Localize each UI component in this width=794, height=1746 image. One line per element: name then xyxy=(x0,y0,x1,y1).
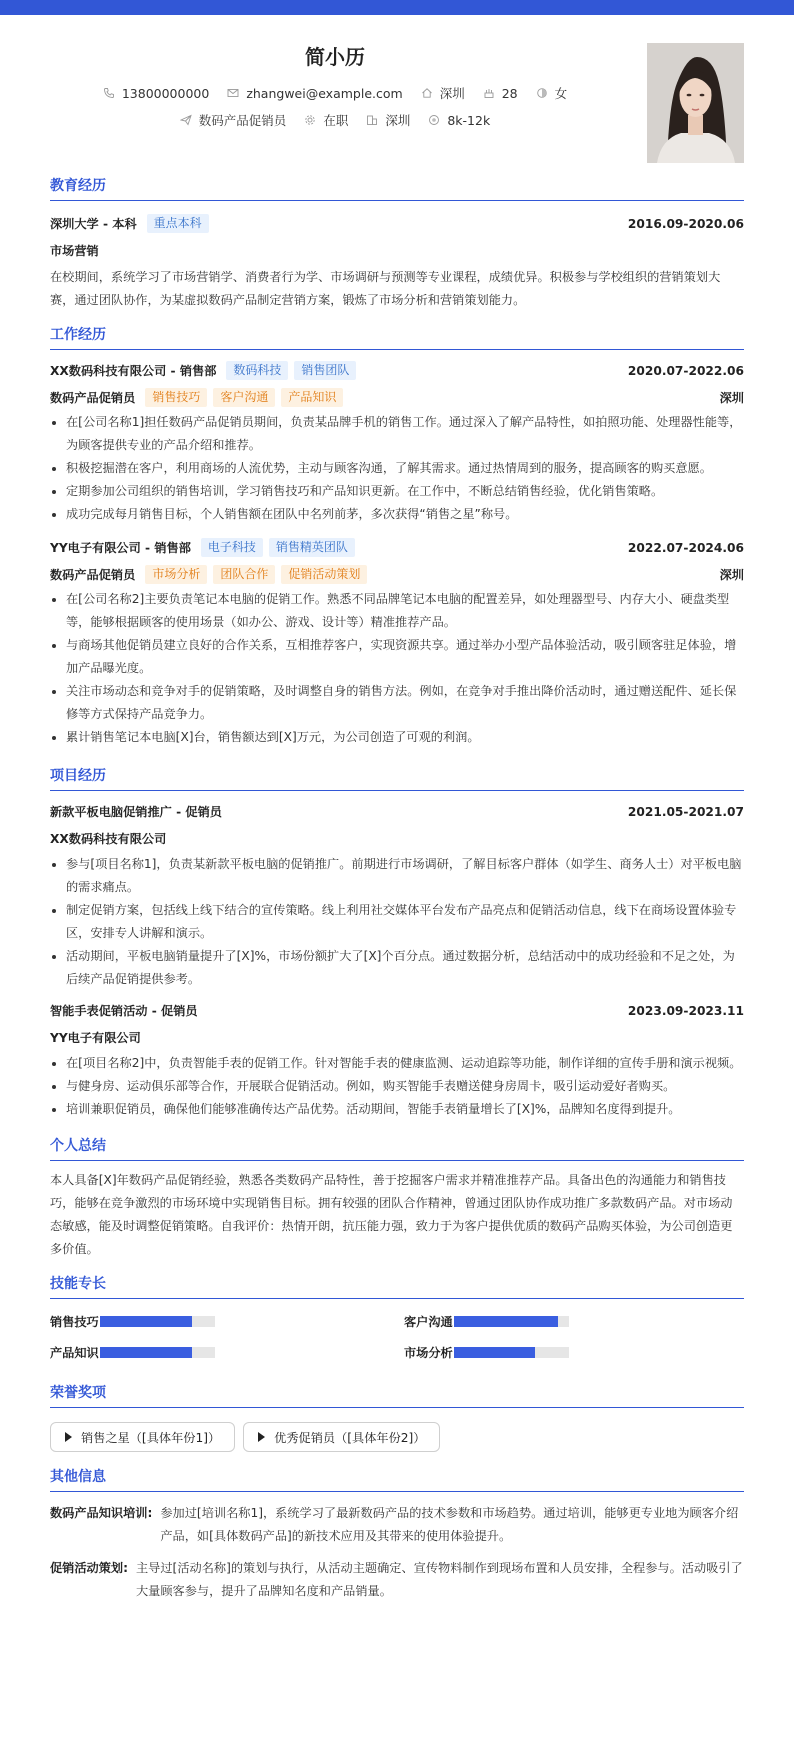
awards-title: 荣誉奖项 xyxy=(50,1382,744,1408)
expected-salary: 8k-12k xyxy=(447,112,491,128)
project-name: 新款平板电脑促销推广 - 促销员 xyxy=(50,805,222,819)
project-section xyxy=(50,765,744,1121)
top-accent-bar xyxy=(0,0,794,15)
awards-list xyxy=(50,1422,744,1452)
list-item: 成功完成每月销售目标，个人销售额在团队中名列前茅，多次获得“销售之星”称号。 xyxy=(50,503,744,526)
other-title: 其他信息 xyxy=(50,1466,744,1492)
list-item: 积极挖掘潜在客户，利用商场的人流优势，主动与顾客沟通，了解其需求。通过热情周到的服务，提高顾客的购买意愿。 xyxy=(50,457,744,480)
gender-info xyxy=(536,84,568,102)
work-company: YY电子有限公司 - 销售部 xyxy=(50,541,191,555)
major-name: 市场营销 xyxy=(50,244,99,258)
contact-row xyxy=(50,84,620,102)
work-role-row xyxy=(50,388,744,407)
project-date: 2023.09-2023.11 xyxy=(627,1003,744,1018)
education-title: 教育经历 xyxy=(50,175,744,201)
work-role-row xyxy=(50,565,744,584)
education-section xyxy=(50,175,744,312)
project-header-row xyxy=(50,803,744,820)
skill-name: 客户沟通 xyxy=(404,1315,453,1329)
role-tag: 产品知识 xyxy=(281,388,343,407)
other-value: 主导过[活动名称]的策划与执行，从活动主题确定、宣传物料制作到现场布置和人员安排，全程参与。活动吸引了大量顾客参与，提升了品牌知名度和产品销量。 xyxy=(136,1561,743,1598)
summary-section xyxy=(50,1135,744,1261)
skill-name: 销售技巧 xyxy=(50,1315,99,1329)
education-description: 在校期间，系统学习了市场营销学、消费者行为学、市场调研与预测等专业课程，成绩优异。积极参与学校组织的营销策划大赛，通过团队协作，为某虚拟数码产品制定营销方案，锻炼了市场分析和营销策划能力。 xyxy=(50,270,721,307)
work-location: 深圳 xyxy=(719,568,744,582)
list-item: 关注市场动态和竞争对手的促销策略，及时调整自身的销售方法。例如，在竞争对手推出降价活动时，通过赠送配件、延长保修等方式保持产品竞争力。 xyxy=(50,680,744,726)
work-company: XX数码科技有限公司 - 销售部 xyxy=(50,364,217,378)
skill-bar xyxy=(100,1347,215,1358)
project-item xyxy=(50,1002,744,1121)
list-item: 与健身房、运动俱乐部等合作，开展联合促销活动。例如，购买智能手表赠送健身房周卡，吸引运动爱好者购买。 xyxy=(50,1075,744,1098)
target-city: 深圳 xyxy=(385,113,411,128)
cake-icon xyxy=(483,87,495,99)
project-bullets xyxy=(50,1052,744,1121)
employment-status: 在职 xyxy=(323,113,349,128)
award-label: 销售之星（[具体年份1]） xyxy=(81,1430,221,1445)
work-bullets xyxy=(50,588,744,749)
list-item: 定期参加公司组织的销售培训，学习销售技巧和产品知识更新。在工作中，不断总结销售经验，优化销售策略。 xyxy=(50,480,744,503)
project-date: 2021.05-2021.07 xyxy=(627,804,744,819)
mail-icon xyxy=(227,87,239,99)
skill-item xyxy=(50,1337,404,1368)
skills-section xyxy=(50,1273,744,1368)
send-icon xyxy=(180,114,192,126)
target-city-info xyxy=(366,111,410,129)
work-company-row xyxy=(50,361,744,380)
project-title: 项目经历 xyxy=(50,765,744,791)
city-info xyxy=(421,84,465,102)
list-item: 活动期间，平板电脑销量提升了[X]%，市场份额扩大了[X]个百分点。通过数据分析，总结活动中的成功经验和不足之处，为后续产品促销提供参考。 xyxy=(50,945,744,991)
gender-icon xyxy=(536,87,548,99)
skill-bar xyxy=(454,1347,569,1358)
work-bullets xyxy=(50,411,744,526)
award-item xyxy=(50,1422,235,1452)
role-tag: 销售技巧 xyxy=(145,388,207,407)
work-title: 工作经历 xyxy=(50,324,744,350)
summary-title: 个人总结 xyxy=(50,1135,744,1161)
project-name: 智能手表促销活动 - 促销员 xyxy=(50,1004,198,1018)
phone-icon xyxy=(103,87,115,99)
company-tag: 电子科技 xyxy=(201,538,263,557)
skill-bar-fill xyxy=(100,1316,192,1327)
resume-header xyxy=(50,15,744,175)
award-label: 优秀促销员（[具体年份2]） xyxy=(274,1430,426,1445)
other-item xyxy=(50,1502,744,1548)
skill-bar xyxy=(454,1316,569,1327)
play-icon xyxy=(65,1432,72,1442)
list-item: 与商场其他促销员建立良好的合作关系，互相推荐客户，实现资源共享。通过举办小型产品体验活动，吸引顾客驻足体验，增加产品曝光度。 xyxy=(50,634,744,680)
other-value: 参加过[培训名称1]，系统学习了最新数码产品的技术参数和市场趋势。通过培训，能够更专业地为顾客介绍产品，如[具体数码产品]的新技术应用及其带来的使用体验提升。 xyxy=(160,1506,739,1543)
phone-info xyxy=(103,86,209,101)
job-intent-row xyxy=(50,111,620,129)
target-position: 数码产品促销员 xyxy=(198,113,287,128)
other-section xyxy=(50,1466,744,1603)
target-position-info xyxy=(180,111,287,129)
project-company: XX数码科技有限公司 xyxy=(50,832,167,846)
list-item: 在[公司名称1]担任数码产品促销员期间，负责某品牌手机的销售工作。通过深入了解产品特性，如拍照功能、处理器性能等，为顾客提供专业的产品介绍和推荐。 xyxy=(50,411,744,457)
role-tag: 客户沟通 xyxy=(213,388,275,407)
work-company-row xyxy=(50,538,744,557)
building-icon xyxy=(366,114,378,126)
list-item: 参与[项目名称1]，负责某新款平板电脑的促销推广。前期进行市场调研，了解目标客户群体（如学生、商务人士）对平板电脑的需求痛点。 xyxy=(50,853,744,899)
summary-text: 本人具备[X]年数码产品促销经验，熟悉各类数码产品特性，善于挖掘客户需求并精准推荐产品。具备出色的沟通能力和销售技巧，能够在竞争激烈的市场环境中实现销售目标。拥有较强的团队合作精神，曾通过团队协作成功推广多款数码产品。对市场动态敏感，能及时调整促销策略。自我评价：热情开朗，抗压能力强，致力于为客户提供优质的数码产品购买体验，为公司创造更多价值。 xyxy=(50,1173,733,1256)
skill-item xyxy=(50,1306,404,1337)
work-item xyxy=(50,538,744,749)
age-info xyxy=(483,86,518,101)
work-item xyxy=(50,361,744,526)
skill-item xyxy=(404,1306,744,1337)
email-info xyxy=(227,86,402,101)
skill-bar-fill xyxy=(454,1316,558,1327)
school-name: 深圳大学 - 本科 xyxy=(50,217,137,231)
skills-grid xyxy=(50,1306,744,1368)
age-value: 28 xyxy=(501,85,518,101)
company-tag: 销售精英团队 xyxy=(269,538,355,557)
city-value: 深圳 xyxy=(439,86,465,101)
role-tag: 团队合作 xyxy=(213,565,275,584)
list-item: 累计销售笔记本电脑[X]台，销售额达到[X]万元，为公司创造了可观的利润。 xyxy=(50,726,744,749)
school-tag: 重点本科 xyxy=(147,214,209,233)
work-section xyxy=(50,324,744,749)
skill-bar-fill xyxy=(454,1347,535,1358)
education-header-row xyxy=(50,214,744,233)
phone-number: 13800000000 xyxy=(121,85,210,101)
play-icon xyxy=(258,1432,265,1442)
list-item: 在[项目名称2]中，负责智能手表的促销工作。针对智能手表的健康监测、运动追踪等功能，制作详细的宣传手册和演示视频。 xyxy=(50,1052,744,1075)
other-key: 数码产品知识培训: xyxy=(50,1506,153,1520)
work-role: 数码产品促销员 xyxy=(50,568,136,582)
other-item xyxy=(50,1557,744,1603)
gear-icon xyxy=(304,114,316,126)
role-tag: 市场分析 xyxy=(145,565,207,584)
list-item: 在[公司名称2]主要负责笔记本电脑的促销工作。熟悉不同品牌笔记本电脑的配置差异，如处理器型号、内存大小、硬盘类型等，能够根据顾客的使用场景（如办公、游戏、设计等）精准推荐产品。 xyxy=(50,588,744,634)
skills-title: 技能专长 xyxy=(50,1273,744,1299)
project-bullets xyxy=(50,853,744,991)
work-date: 2022.07-2024.06 xyxy=(627,540,744,555)
awards-section xyxy=(50,1382,744,1452)
company-tag: 数码科技 xyxy=(226,361,288,380)
role-tag: 促销活动策划 xyxy=(281,565,367,584)
award-item xyxy=(243,1422,440,1452)
skill-name: 产品知识 xyxy=(50,1346,99,1360)
work-location: 深圳 xyxy=(719,391,744,405)
gender-value: 女 xyxy=(554,86,568,101)
skill-bar xyxy=(100,1316,215,1327)
work-role: 数码产品促销员 xyxy=(50,391,136,405)
skill-item xyxy=(404,1337,744,1368)
status-info xyxy=(304,111,348,129)
skill-bar-fill xyxy=(100,1347,192,1358)
candidate-name: 简小历 xyxy=(305,45,365,69)
project-item xyxy=(50,803,744,991)
resume-page xyxy=(50,15,744,1603)
education-date: 2016.09-2020.06 xyxy=(627,216,744,231)
email-address: zhangwei@example.com xyxy=(246,85,403,101)
salary-info xyxy=(428,113,490,128)
profile-photo xyxy=(647,43,744,163)
list-item: 培训兼职促销员，确保他们能够准确传达产品优势。活动期间，智能手表销量增长了[X]%，品牌知名度得到提升。 xyxy=(50,1098,744,1121)
project-company: YY电子有限公司 xyxy=(50,1031,141,1045)
project-header-row xyxy=(50,1002,744,1019)
portrait-image xyxy=(647,43,744,163)
other-key: 促销活动策划: xyxy=(50,1561,128,1575)
coin-icon xyxy=(428,114,440,126)
home-icon xyxy=(421,87,433,99)
company-tag: 销售团队 xyxy=(294,361,356,380)
work-date: 2020.07-2022.06 xyxy=(627,363,744,378)
skill-name: 市场分析 xyxy=(404,1346,453,1360)
list-item: 制定促销方案，包括线上线下结合的宣传策略。线上利用社交媒体平台发布产品亮点和促销活动信息，线下在商场设置体验专区，安排专人讲解和演示。 xyxy=(50,899,744,945)
